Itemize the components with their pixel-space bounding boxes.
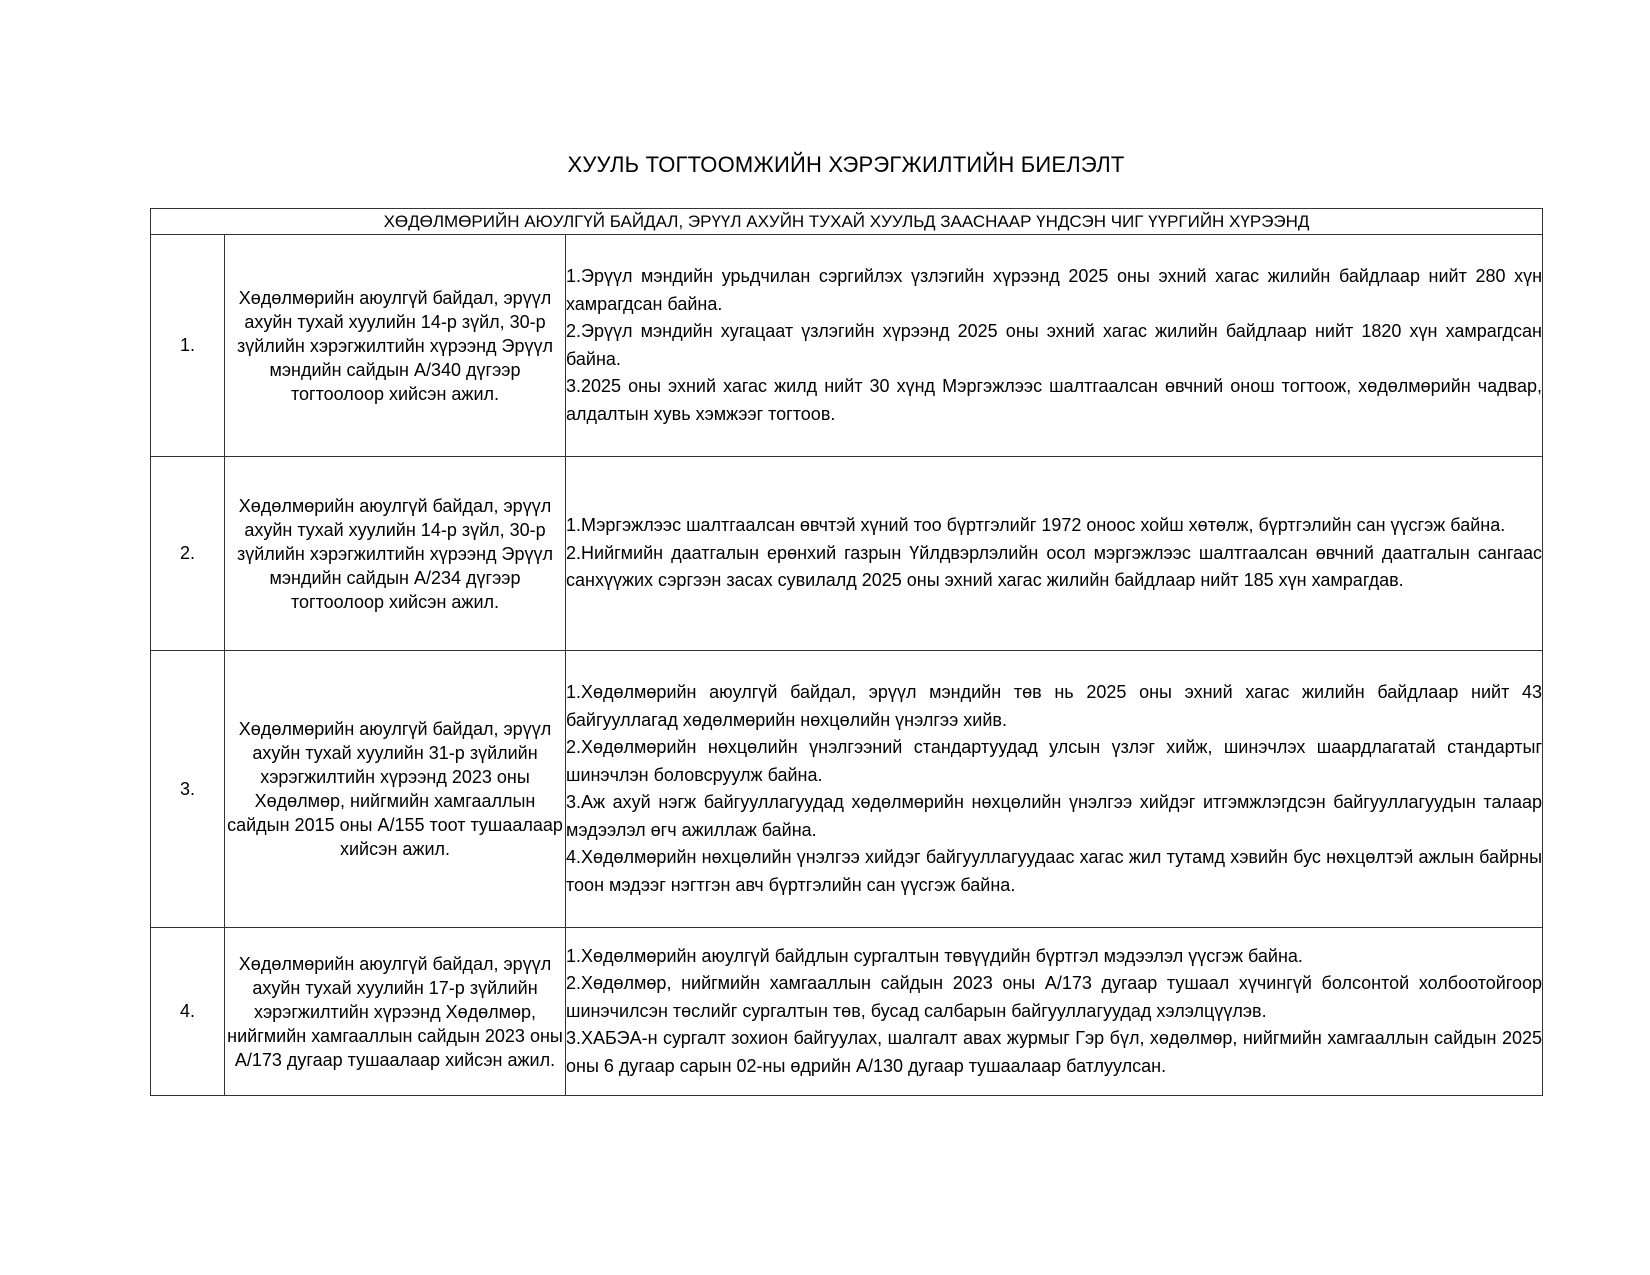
detail-item: 3.Аж ахуй нэгж байгууллагуудад хөдөлмөрийн нөхцөлийн үнэлгээ хийдэг итгэмжлэгдсэн байгууллагуудын талаар мэдээлэл өгч ажиллаж байна.	[566, 792, 1543, 840]
row-basis: Хөдөлмөрийн аюулгүй байдал, эрүүл ахуйн тухай хуулийн 17-р зүйлийн хэрэгжилтийн хүрээнд Хөдөлмөр, нийгмийн хамгааллын сайдын 2023 оны А/173 дугаар тушаалаар хийсэн ажил.	[225, 928, 566, 1096]
table-row	[151, 457, 1543, 651]
detail-item: 2.Хөдөлмөрийн нөхцөлийн үнэлгээний стандартуудад улсын үзлэг хийж, шинэчлэх шаардлагатай стандартыг шинэчлэн боловсруулж байна.	[566, 737, 1543, 785]
detail-item: 1.Хөдөлмөрийн аюулгүй байдлын сургалтын төвүүдийн бүртгэл мэдээлэл үүсгэж байна.	[566, 945, 1303, 966]
detail-item: 4.Хөдөлмөрийн нөхцөлийн үнэлгээ хийдэг байгууллагуудаас хагас жил тутамд хэвийн бус нөхцөлтэй ажлын байрны тоон мэдээг нэгтгэн авч бүртгэлийн сан үүсгэж байна.	[566, 847, 1543, 895]
row-details	[566, 457, 1543, 651]
page-title: ХУУЛЬ ТОГТООМЖИЙН ХЭРЭГЖИЛТИЙН БИЕЛЭЛТ	[567, 152, 1125, 177]
row-number: 3.	[151, 651, 225, 928]
table-row	[151, 928, 1543, 1096]
row-number: 2.	[151, 457, 225, 651]
row-number: 1.	[151, 235, 225, 457]
detail-item: 3.ХАБЭА-н сургалт зохион байгуулах, шалгалт авах журмыг Гэр бүл, хөдөлмөр, нийгмийн хамгааллын сайдын 2025 оны 6 дугаар сарын 02-ны өдрийн А/130 дугаар тушаалаар батлуулсан.	[566, 1028, 1543, 1076]
detail-item: 2.Эрүүл мэндийн хугацаат үзлэгийн хүрээнд 2025 оны эхний хагас жилийн байдлаар нийт 1820 хүн хамрагдсан байна.	[566, 321, 1543, 369]
detail-item: 1.Эрүүл мэндийн урьдчилан сэргийлэх үзлэгийн хүрээнд 2025 оны эхний хагас жилийн байдлаар нийт 280 хүн хамрагдсан байна.	[566, 266, 1543, 314]
section-header: ХӨДӨЛМӨРИЙН АЮУЛГҮЙ БАЙДАЛ, ЭРҮҮЛ АХУЙН ТУХАЙ ХУУЛЬД ЗААСНААР ҮНДСЭН ЧИГ ҮҮРГИЙН ХҮРЭЭНД	[151, 209, 1543, 235]
row-details	[566, 235, 1543, 457]
table-row	[151, 235, 1543, 457]
table-row	[151, 651, 1543, 928]
row-basis: Хөдөлмөрийн аюулгүй байдал, эрүүл ахуйн тухай хуулийн 14-р зүйл, 30-р зүйлийн хэрэгжилтийн хүрээнд Эрүүл мэндийн сайдын А/234 дүгээр тогтоолоор хийсэн ажил.	[225, 457, 566, 651]
row-details	[566, 928, 1543, 1096]
section-header-row	[151, 209, 1543, 235]
detail-item: 2.Нийгмийн даатгалын ерөнхий газрын Үйлдвэрлэлийн осол мэргэжлээс шалтгаалсан өвчний даатгалын сангаас санхүүжих сэргээн засах сувилалд 2025 оны эхний хагас жилийн байдлаар нийт 185 хүн хамрагдав.	[566, 542, 1543, 591]
detail-item: 3.2025 оны эхний хагас жилд нийт 30 хүнд Мэргэжлээс шалтгаалсан өвчний онош тогтоож, хөдөлмөрийн чадвар, алдалтын хувь хэмжээг тогтоов.	[566, 376, 1543, 424]
row-details	[566, 651, 1543, 928]
detail-item: 2.Хөдөлмөр, нийгмийн хамгааллын сайдын 2023 оны А/173 дугаар тушаал хүчингүй болсонтой холбоотойгоор шинэчилсэн төслийг сургалтын төв, бусад салбарын байгууллагуудад хэлэлцүүлэв.	[566, 973, 1543, 1021]
row-number: 4.	[151, 928, 225, 1096]
detail-item: 1.Мэргэжлээс шалтгаалсан өвчтэй хүний тоо бүртгэлийг 1972 оноос хойш хөтөлж, бүртгэлийн сан үүсгэж байна.	[566, 515, 1506, 536]
row-basis: Хөдөлмөрийн аюулгүй байдал, эрүүл ахуйн тухай хуулийн 14-р зүйл, 30-р зүйлийн хэрэгжилтийн хүрээнд Эрүүл мэндийн сайдын А/340 дүгээр тогтоолоор хийсэн ажил.	[225, 235, 566, 457]
row-basis: Хөдөлмөрийн аюулгүй байдал, эрүүл ахуйн тухай хуулийн 31-р зүйлийн хэрэгжилтийн хүрээнд 2023 оны Хөдөлмөр, нийгмийн хамгааллын сайдын 2015 оны А/155 тоот тушаалаар хийсэн ажил.	[225, 651, 566, 928]
implementation-table	[150, 208, 1543, 1096]
detail-item: 1.Хөдөлмөрийн аюулгүй байдал, эрүүл мэндийн төв нь 2025 оны эхний хагас жилийн байдлаар нийт 43 байгууллагад хөдөлмөрийн нөхцөлийн үнэлгээ хийв.	[566, 682, 1543, 730]
